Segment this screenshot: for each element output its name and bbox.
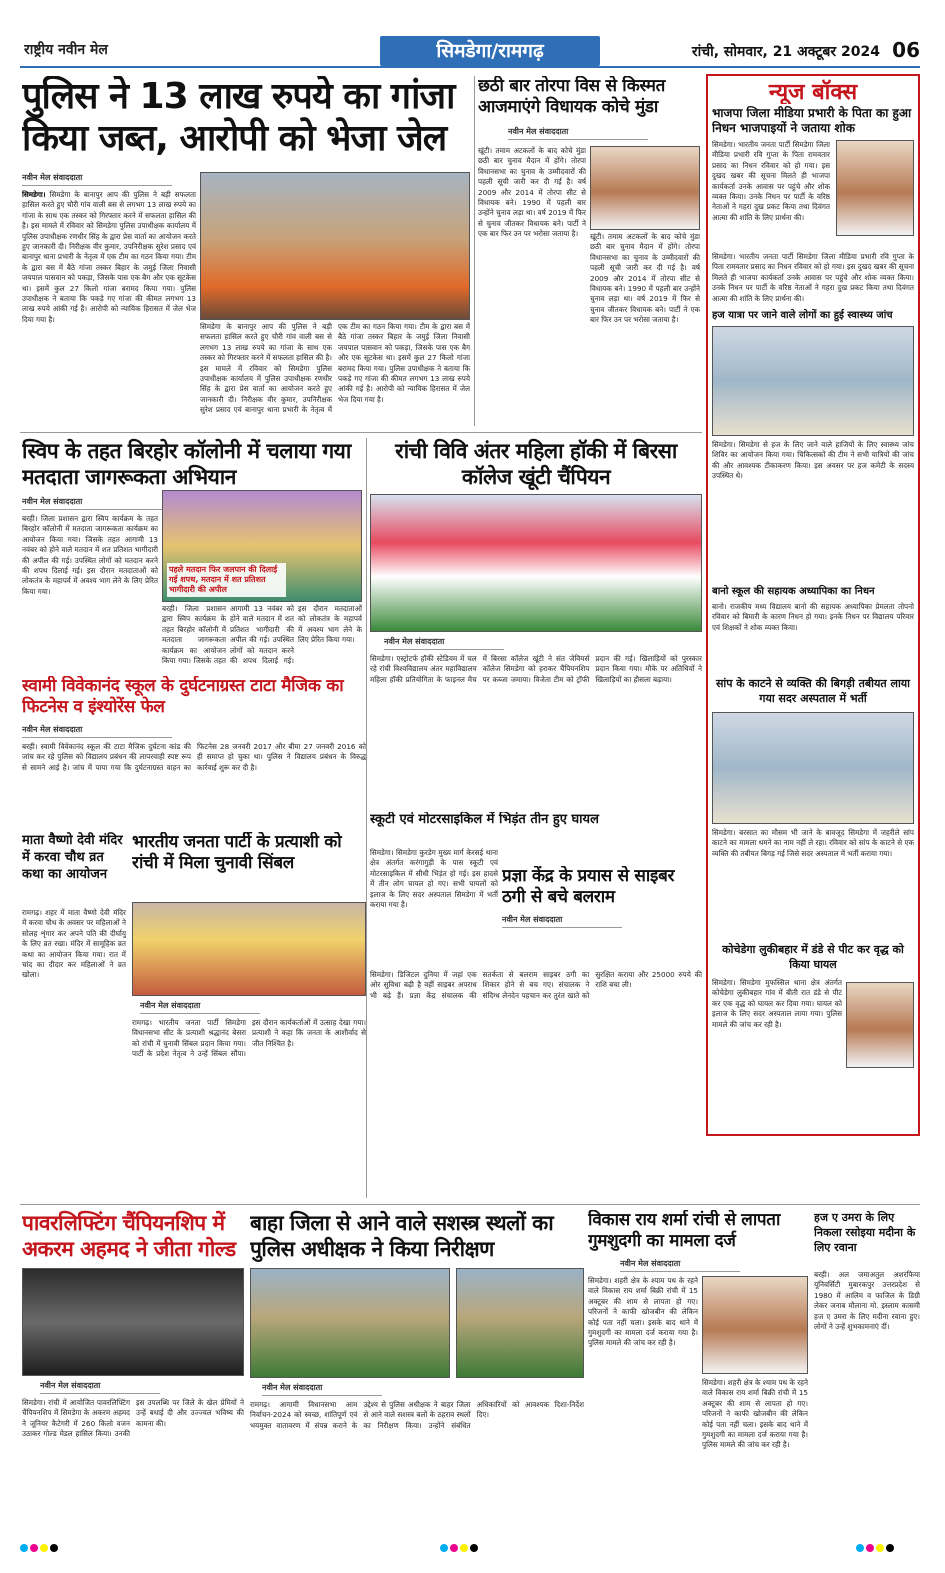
newsbox-item2-body: सिमडेगा। सिमडेगा से हज के लिए जाने वाले हाजियों के लिए स्वास्थ्य जांच शिविर का आयोजन किया गया। चिकित्सकों की टीम ने सभी यात्रियों की जांच की और आवश्यक टीकाकरण किया। इस अवसर पर हज कमेटी के सदस्य उपस्थित थे। <box>712 440 914 481</box>
story2-body: खूंटी। तमाम अटकलों के बाद कोचे मुंडा छठी बार चुनाव मैदान में होंगे। तोरपा विधानसभा का चुनाव के उम्मीदवारों की पहली सूची जारी कर दी गई है। वर्ष 2009 और 2014 में तोरपा सीट से विधायक बने। 1990 में पहली बार उन्होंने चुनाव लड़ा था। वर्ष 2019 में फिर से चुनाव जीतकर विधायक बने। पार्टी ने एक बार फिर उन पर भरोसा जताया है। <box>478 146 586 239</box>
story10-headline: पावरलिफ्टिंग चैंपियनशिप में अकरम अहमद ने जीता गोल्ड <box>22 1211 236 1261</box>
story12-headline: विकास राय शर्मा रांची से लापता गुमशुदगी का मामला दर्ज <box>588 1210 781 1251</box>
story7-body: रामगढ़। भारतीय जनता पार्टी सिमडेगा विधानसभा सीट के प्रत्याशी श्रद्धानंद बेसरा को रांची में चुनावी सिंबल प्रदान किया गया। पार्टी के प्रदेश नेतृत्व ने उन्हें सिंबल सौंपा। इस दौरान कार्यकर्ताओं में उत्साह देखा गया। प्रत्याशी ने कहा कि जनता के आशीर्वाद से जीत निश्चित है। <box>132 1018 366 1059</box>
missing-person-photo <box>702 1276 808 1374</box>
story1-lead: सिमडेगा। <box>22 190 46 199</box>
story1-body-cont: सिमडेगा के बानापुर आप की पुलिस ने बड़ी सफलता हासिल करते हुए चौरी गांव वाली बस से लगभग 13 लाख रुपये का गांजा के साथ एक तस्कर को गिरफ्तार करने में सफलता हासिल की है। इस मामले में रविवार को सिमडेगा पुलिस उपाधीक्षक कार्यालय में पुलिस उपाधीक्षक रणधीर सिंह के द्वारा प्रेस वार्ता का आयोजन करते हुए जानकारी दी। निरीक्षक वीर कुमार, उपनिरीक्षक सुरेश प्रसाद एवं बानापुर थाना प्रभारी के नेतृत्व में एक टीम का गठन किया गया। टीम के द्वारा बस में बैठे गांजा तस्कर बिहार के जमुई जिला निवासी जयपाल पासवान को पकड़ा, जिसके पास एक बैग और एक सूटकेस था। इसमें कुल 27 किलो गांजा बरामद किया गया। पुलिस उपाधीक्षक ने बताया कि पकड़े गए गांजा की कीमत लगभग 13 लाख रुपये आंकी गई है। आरोपी को न्यायिक हिरासत में जेल भेज दिया गया है। <box>200 322 470 415</box>
story3-byline: नवीन मेल संवाददाता <box>22 496 172 510</box>
story8-body: सिमडेगा। सिमडेगा कुरडेग मुख्य मार्ग केरसई थाना क्षेत्र अंतर्गत करंगागुड़ी के पास स्कूटी एवं मोटरसाइकिल में सीधी भिड़ंत हो गई। इस हादसे में तीन लोग घायल हो गए। सभी घायलों को इलाज के लिए सदर अस्पताल सिमडेगा में भर्ती कराया गया है। <box>370 848 498 910</box>
story5-byline: नवीन मेल संवाददाता <box>22 724 172 738</box>
mla-portrait-photo <box>590 146 700 230</box>
story1-byline: नवीन मेल संवाददाता <box>22 172 172 186</box>
section-rule-bottom <box>20 1204 920 1205</box>
story4-headline: रांची विवि अंतर महिला हॉकी में बिरसा कॉलेज खूंटी चैंपियन <box>395 439 677 489</box>
newsbox-item6-title: हज ए उमरा के लिए निकला रसोइया मदीना के लिए रवाना <box>814 1211 916 1254</box>
story1-body <box>22 190 196 425</box>
section-rule <box>20 432 702 433</box>
story1-text: सिमडेगा के बानापुर आप की पुलिस ने बड़ी सफलता हासिल करते हुए चौरी गांव वाली बस से लगभग 13 लाख रुपये का गांजा के साथ एक तस्कर को गिरफ्तार करने में सफलता हासिल की है। इस मामले में रविवार को सिमडेगा पुलिस उपाधीक्षक कार्यालय में पुलिस उपाधीक्षक रणधीर सिंह के द्वारा प्रेस वार्ता का आयोजन करते हुए जानकारी दी। निरीक्षक वीर कुमार, उपनिरीक्षक सुरेश प्रसाद एवं बानापुर थाना प्रभारी के नेतृत्व में एक टीम का गठन किया गया। टीम के द्वारा बस में बैठे गांजा तस्कर बिहार के जमुई जिला निवासी जयपाल पासवान को पकड़ा, जिसके पास एक बैग और एक सूटकेस था। इसमें कुल 27 किलो गांजा बरामद किया गया। पुलिस उपाधीक्षक ने बताया कि पकड़े गए गांजा की कीमत लगभग 13 लाख रुपये आंकी गई है। आरोपी को न्यायिक हिरासत में जेल भेज दिया गया है। <box>22 190 196 324</box>
newsbox-item6-body: बरही। अल जमाअतुल अशरफिया यूनिवर्सिटी मुबारकपुर उत्तरप्रदेश से 1980 में आलिम व फाजिल के डिग्री लेकर जनाब मौलाना मो. इस्लाम कासमी हज ए उमरा के लिए मदीना रवाना हुए। लोगों ने उन्हें शुभकामनाएं दीं। <box>814 1270 920 1332</box>
story11-body: रामगढ़। आगामी विधानसभा आम निर्वाचन-2024 को स्वच्छ, शांतिपूर्ण एवं भयमुक्त वातावरण में संपन्न कराने के उद्देश्य से पुलिस अधीक्षक ने बाहर जिला से आने वाले सशस्त्र बलों के ठहराव स्थलों का निरीक्षण किया। उन्होंने संबंधित अधिकारियों को आवश्यक दिशा-निर्देश दिए। <box>250 1400 584 1430</box>
photo-caption: पहले मतदान फिर जलपान की दिलाई गई शपथ, मतदान में शत प्रतिशत भागीदारी की अपील <box>167 563 286 597</box>
story6-body: रामगढ़। शहर में माता वैष्णो देवी मंदिर में करवा चौथ के अवसर पर महिलाओं ने सोलह शृंगार कर अपने पति की दीर्घायु के लिए व्रत रखा। मंदिर में सामूहिक व्रत कथा का आयोजन किया गया। रात में चांद का दीदार कर महिलाओं ने व्रत खोला। <box>22 908 126 980</box>
story3-headline: स्विप के तहत बिरहोर कॉलोनी में चलाया गया मतदाता जागरूकता अभियान <box>22 439 351 489</box>
story10-body: सिमडेगा। रांची में आयोजित पावरलिफ्टिंग चैंपियनशिप में सिमडेगा के अकरम अहमद ने जूनियर कैटेगरी में 260 किलो वजन उठाकर गोल्ड मेडल हासिल किया। उनकी इस उपलब्धि पर जिले के खेल प्रेमियों ने उन्हें बधाई दी और उज्ज्वल भविष्य की कामना की। <box>22 1398 244 1439</box>
story3-body-cont: बरही। जिला प्रशासन द्वारा स्विप कार्यक्रम के तहत बिरहोर कॉलोनी में मतदाता जागरूकता कार्यक्रम का आयोजन किया गया। जिसके तहत आगामी 13 नवंबर को होने वाले मतदान में शत प्रतिशत भागीदारी की अपील की गई। उपस्थित लोगों को मतदान करने की शपथ दिलाई गई। इस दौरान मतदाताओं को लोकतंत्र के महापर्व में अवश्य भाग लेने के लिए प्रेरित किया गया। <box>162 604 362 666</box>
police-press-photo <box>200 172 470 320</box>
story9-body: सिमडेगा। डिजिटल दुनिया में जहां एक ओर सुविधा बढ़ी है वहीं साइबर अपराध भी बढ़े हैं। प्रज्ञा केंद्र संचालक की सतर्कता से बलराम साइबर ठगी का शिकार होने से बच गए। संचालक ने संदिग्ध लेनदेन पहचान कर तुरंत खाते को सुरक्षित कराया और 25000 रुपये की राशि बचा ली। <box>370 970 702 1000</box>
story2-headline: छठी बार तोरपा विस से किस्मत आजमाएंगे विधायक कोचे मुंडा <box>478 76 666 117</box>
hockey-team-photo <box>370 494 702 632</box>
issue-date: रांची, सोमवार, 21 अक्टूबर 2024 <box>691 44 880 60</box>
story1-headline: पुलिस ने 13 लाख रुपये का गांजा किया जब्त, आरोपी को भेजा जेल <box>22 76 455 159</box>
story5-body: बरही। स्वामी विवेकानंद स्कूल की टाटा मैजिक दुर्घटना कांड की जांच कर रहे पुलिस को विद्यालय प्रबंधन की लापरवाही स्पष्ट रूप से सामने आई है। जांच में पाया गया कि दुर्घटनाग्रस्त वाहन का फिटनेस 28 जनवरी 2017 और बीमा 27 जनवरी 2016 को ही समाप्त हो चुका था। पुलिस ने विद्यालय प्रबंधन के विरुद्ध कार्रवाई शुरू कर दी है। <box>22 742 366 772</box>
newsbox-item5-body: सिमडेगा। सिमडेगा मुफस्सिल थाना क्षेत्र अंतर्गत कोचेडेगा लुकीबहार गांव में बीती रात डंडे से पीट कर एक वृद्ध को घायल कर दिया गया। घायल को इलाज के लिए सदर अस्पताल लाया गया। पुलिस मामले की जांच कर रही है। <box>712 978 842 1029</box>
newsbox-item4-body: सिमडेगा। बरसात का मौसम भी जाने के बावजूद सिमडेगा में जहरीले सांप काटने का मामला थमने का नाम नहीं ले रहा। रविवार को सांप के काटने से एक व्यक्ति की तबीयत बिगड़ गई जिसे सदर अस्पताल में भर्ती कराया गया। <box>712 828 914 858</box>
newsbox-item4-title: सांप के काटने से व्यक्ति की बिगड़ी तबीयत लाया गया सदर अस्पताल में भर्ती <box>715 677 911 705</box>
story9-byline: नवीन मेल संवाददाता <box>502 914 622 928</box>
newsbox-item3-title: बानो स्कूल की सहायक अध्यापिका का निधन <box>712 586 875 597</box>
story12-body-cont: सिमडेगा। शहरी क्षेत्र के श्याम पथ के रहने वाले विकास राय शर्मा बिक्री रांची में 15 अक्टूबर की शाम से लापता हो गए। परिजनों ने काफी खोजबीन की लेकिन कोई पता नहीं चला। इसके बाद थाने में गुमशुदगी का मामला दर्ज कराया गया है। पुलिस मामले की जांच कर रही है। <box>702 1378 808 1450</box>
sp-inspection-photo-2 <box>456 1268 584 1378</box>
newsbox-item1-title: भाजपा जिला मीडिया प्रभारी के पिता का हुआ निधन भाजपाइयों ने जताया शोक <box>712 106 912 135</box>
newsbox-item1-body: सिमडेगा। भारतीय जनता पार्टी सिमडेगा जिला मीडिया प्रभारी रवि गुप्ता के पिता रामवतार प्रसाद का निधन रविवार को हो गया। इस दुखद खबर की सूचना मिलते ही भाजपा कार्यकर्ता उनके आवास पर पहुंचे और शोक व्यक्त किया। उनके निधन पर पार्टी के वरिष्ठ नेताओं ने गहरा दुख प्रकट किया तथा दिवंगत आत्मा की शांति के लिए प्रार्थना की। <box>712 140 830 222</box>
masthead-rule <box>20 66 920 68</box>
deceased-portrait-photo <box>836 140 914 236</box>
story8-headline: स्कूटी एवं मोटरसाइकिल में भिड़ंत तीन हुए घायल <box>370 812 599 827</box>
hajj-checkup-photo <box>712 326 914 436</box>
newsbox-item5-title: कोचेडेगा लुकीबहार में डंडे से पीट कर वृद्ध को किया घायल <box>722 943 904 971</box>
story9-headline: प्रज्ञा केंद्र के प्रयास से साइबर ठगी से बचे बलराम <box>502 866 675 907</box>
registration-bar-right <box>856 1544 916 1554</box>
snakebite-hospital-photo <box>712 712 914 824</box>
story4-body: सिमडेगा। एस्ट्रोटर्फ हॉकी स्टेडियम में चल रहे रांची विश्वविद्यालय अंतर महाविद्यालय महिला हॉकी प्रतियोगिता के फाइनल मैच में बिरसा कॉलेज खूंटी ने संत जेवियर्स कॉलेज सिमडेगा को हराकर चैंपियनशिप पर कब्जा जमाया। विजेता टीम को ट्रॉफी प्रदान की गई। खिलाड़ियों को पुरस्कार प्रदान किया गया। मौके पर अतिथियों ने खिलाड़ियों का हौसला बढ़ाया। <box>370 654 702 684</box>
story7-byline: नवीन मेल संवाददाता <box>140 1000 260 1014</box>
sp-inspection-photo <box>250 1268 450 1378</box>
newsbox-item1-body-cont: सिमडेगा। भारतीय जनता पार्टी सिमडेगा जिला मीडिया प्रभारी रवि गुप्ता के पिता रामवतार प्रसाद का निधन रविवार को हो गया। इस दुखद खबर की सूचना मिलते ही भाजपा कार्यकर्ता उनके आवास पर पहुंचे और शोक व्यक्त किया। उनके निधन पर पार्टी के वरिष्ठ नेताओं ने गहरा दुख प्रकट किया तथा दिवंगत आत्मा की शांति के लिए प्रार्थना की। <box>712 252 914 302</box>
registration-bar-left <box>20 1544 80 1554</box>
newsbox-item3-body: बानो। राजकीय मध्य विद्यालय बानो की सहायक अध्यापिका प्रेमलता तोपनो रविवार को बिमारी के कारण निधन हो गया। इनके निधन पर विद्यालय परिवार एवं शिक्षकों ने शोक व्यक्त किया। <box>712 602 914 632</box>
story2-byline: नवीन मेल संवाददाता <box>508 126 648 140</box>
story2-body-cont: खूंटी। तमाम अटकलों के बाद कोचे मुंडा छठी बार चुनाव मैदान में होंगे। तोरपा विधानसभा का चुनाव के उम्मीदवारों की पहली सूची जारी कर दी गई है। वर्ष 2009 और 2014 में तोरपा सीट से विधायक बने। 1990 में पहली बार उन्होंने चुनाव लड़ा था। वर्ष 2019 में फिर से चुनाव जीतकर विधायक बने। पार्टी ने एक बार फिर उन पर भरोसा जताया है। <box>590 232 700 325</box>
powerlifting-photo <box>22 1268 244 1376</box>
story10-byline: नवीन मेल संवाददाता <box>40 1380 160 1394</box>
story12-body: सिमडेगा। शहरी क्षेत्र के श्याम पथ के रहने वाले विकास राय शर्मा बिक्री रांची में 15 अक्टूबर की शाम से लापता हो गए। परिजनों ने काफी खोजबीन की लेकिन कोई पता नहीं चला। इसके बाद थाने में गुमशुदगी का मामला दर्ज कराया गया है। पुलिस मामले की जांच कर रही है। <box>588 1276 698 1348</box>
voter-awareness-photo <box>162 490 362 602</box>
brand-name: राष्ट्रीय नवीन मेल <box>24 42 108 58</box>
injured-elder-photo <box>846 982 914 1068</box>
story7-headline: भारतीय जनता पार्टी के प्रत्याशी को रांची में मिला चुनावी सिंबल <box>132 832 342 873</box>
bjp-candidate-photo <box>132 902 366 996</box>
story6-headline: माता वैष्णो देवी मंदिर में करवा चौथ व्रत कथा का आयोजन <box>22 833 123 882</box>
registration-bar-center <box>440 1544 500 1554</box>
newsbox-item2-title: हज यात्रा पर जाने वाले लोगों का हुई स्वास्थ्य जांच <box>712 310 893 321</box>
story11-byline: नवीन मेल संवाददाता <box>262 1382 382 1396</box>
news-box-title: न्यूज बॉक्स <box>768 80 858 104</box>
story5-headline: स्वामी विवेकानंद स्कूल के दुर्घटनाग्रस्त टाटा मैजिक का फिटनेस व इंश्योरेंस फेल <box>22 676 344 717</box>
story11-headline: बाहा जिला से आने वाले सशस्त्र स्थलों का पुलिस अधीक्षक ने किया निरीक्षण <box>250 1211 554 1261</box>
section-banner: सिमडेगा/रामगढ़ <box>380 36 600 66</box>
column-rule-mid <box>366 438 367 1198</box>
column-rule <box>474 76 475 426</box>
story12-byline: नवीन मेल संवाददाता <box>620 1258 740 1272</box>
story4-byline: नवीन मेल संवाददाता <box>384 636 504 650</box>
page-number: 06 <box>892 38 920 62</box>
story3-body: बरही। जिला प्रशासन द्वारा स्विप कार्यक्रम के तहत बिरहोर कॉलोनी में मतदाता जागरूकता कार्यक्रम का आयोजन किया गया। जिसके तहत आगामी 13 नवंबर को होने वाले मतदान में शत प्रतिशत भागीदारी की अपील की गई। उपस्थित लोगों को मतदान करने की शपथ दिलाई गई। इस दौरान मतदाताओं को लोकतंत्र के महापर्व में अवश्य भाग लेने के लिए प्रेरित किया गया। <box>22 514 158 596</box>
